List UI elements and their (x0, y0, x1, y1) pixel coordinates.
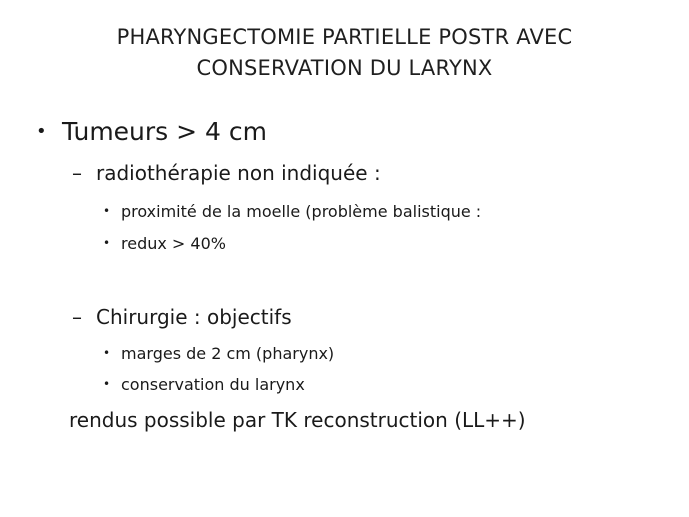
list-item (103, 201, 481, 222)
list-item-text: marges de 2 cm (pharynx) (121, 344, 335, 363)
list-item-text: proximité de la moelle (problème balistique : (121, 202, 482, 221)
sub-bullet-radiotherapie (72, 161, 381, 185)
footer-line: rendus possible par TK reconstruction (LL++) (69, 408, 526, 432)
title-line-1: PHARYNGECTOMIE PARTIELLE POSTR AVEC (116, 25, 573, 49)
dash-icon: – (72, 161, 82, 185)
sub-bullet-text: Chirurgie : objectifs (96, 305, 292, 329)
list-item-text: conservation du larynx (121, 375, 305, 394)
bullet-dot-icon: • (103, 346, 111, 360)
list-item (103, 233, 226, 254)
dash-icon: – (72, 305, 82, 329)
bullet-dot-icon: • (103, 204, 111, 218)
title-line-2: CONSERVATION DU LARYNX (196, 56, 493, 80)
bullet-main-text: Tumeurs > 4 cm (62, 117, 267, 146)
sub-bullet-chirurgie (72, 305, 292, 329)
bullet-dot-icon: • (103, 377, 111, 391)
bullet-dot-icon: • (36, 121, 47, 142)
slide-title (0, 22, 689, 84)
sub-bullet-text: radiothérapie non indiquée : (96, 161, 381, 185)
list-item (103, 343, 334, 364)
list-item (103, 374, 305, 395)
list-item-text: redux > 40% (121, 234, 226, 253)
bullet-dot-icon: • (103, 236, 111, 250)
bullet-main (36, 117, 267, 147)
